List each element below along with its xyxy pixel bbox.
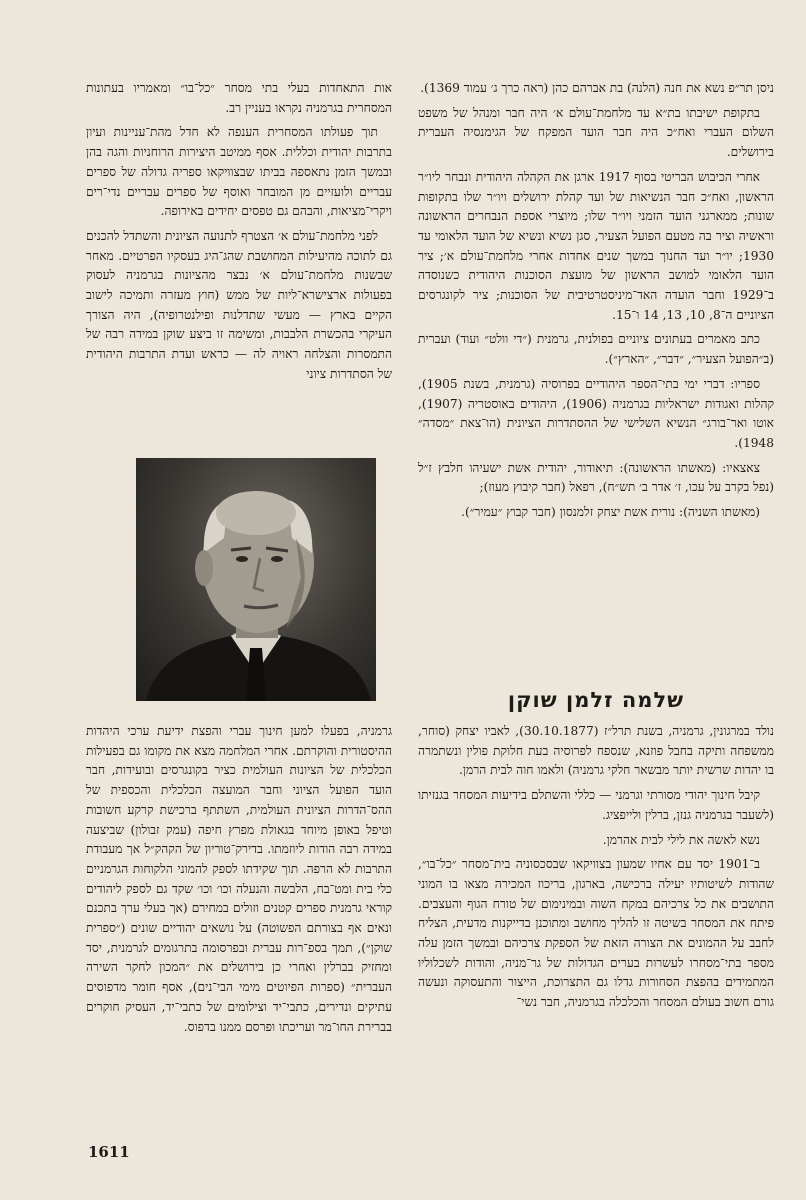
paragraph: נולד במרגונין, גרמניה, בשנת תרל״ז (30.10.1877), לאביו יצחק (סוחר, ממשפחה ותיקה בחבל פוזנא, שנספח לפרוסיה בעת חלוקת פולין ונשתמרה בו יהדות שרשית יותר מבשאר חלקי גרמניה) ולאמו חוה לבית הרמן. <box>418 724 774 778</box>
paragraph: ניסן תר״פ נשא את חנה (הלנה) בת אברהם כהן (ראה כרך ג׳ עמוד 1369). <box>420 81 774 95</box>
paragraph: נשא לאשה את לילי לבית אהרמן. <box>602 832 760 847</box>
paragraph: בתקופת ישיבתו בת״א עד מלחמת־עולם א׳ היה חבר ומנהל של משפט השלום העברי ואח״כ היה חבר הועד המפקח של הגימנסיה העברית בירושלים. <box>418 105 774 160</box>
portrait-photo <box>136 458 376 701</box>
portrait-illustration <box>136 458 376 701</box>
paragraph: ב־1901 יסד עם אחיו שמעון בצוויקאו שבסכסוניה בית־מסחר ״כל־בו״, שהודות לשיטותיו יעילה ברכישה, בארגון, בריכוז המכירה מצאו בו המוני התושבים את כל צרכיהם במקח השוה ובמינימום של טורח הגוף והעצבים. פיתח את המסחר בשיטה זו להליך מחושב ומתוכנן בדייקנות מדעית, הצליח לחבב על ההמונים את הצורה הזאת של הספקת צרכיהם ובמשך הזמן עלה מספר בתי־מסחרו לעשרות בערים הגדולות של גר־מניה, והודות לשכלוליו המתמידים בהפצת הסחורות גדלו גם התצרוכת, הייצור והתעסוקה ונעשה גורם חשוב בעולם המסחר והכלכלה בגרמניה, חבר נשי־ <box>418 857 774 1010</box>
paragraph: צאצאיו: (מאשתו הראשונה): תיאודור, יהודית אשת ישעיהו חלבץ ז״ל (נפל בקרב על עכו, ז׳ אדר ב׳ תש״ח), רפאל (חבר קיבוץ מעוז); <box>418 460 774 495</box>
paragraph: קיבל חינוך יהודי מסורתי וגרמני — כללי והשתלם בידיעות המסחר בגנזיתו (לשעבר בגרמניה גנזן, ברלין ולייפציג. <box>418 788 774 822</box>
paragraph: גרמניה, בפעלו למען חינוך עברי והפצת ידיעת ערכי היהדות ההיסטורית והוקרתם. אחרי המלחמה מצא את מקומו גם בפעילות הכלכלית של הציונות העולמית כציר בקונגרסים ובועידות, חבר הועד הפועל הציוני וחבר המועצה הכלכלית והכספית של ההס־הדרות הציונית העולמית, השתתף ברכישת קרקע חשובות וטיפל באופן מיוחד בגאולת מפרץ חיפה (עמק זבולון) שביצעה במידה רבה הודות ליוזמתו. בדירק־טוריון של הקהק״ל אך מעבודת התרבות לא הרפה. תוך שקידתו לספק להמוני הלקוחות הגרמניים כלי בית ומט־בח, הלבשה והנעלה וכו׳ וכו׳ שקד גם לספק ליהודים קוראי גרמנית ספרים קטנים וזולים במחירם (אך בעלי ערך בתכנם ונאים אף בצורתם הפשוטה) על נושאים יהודיים שונים (״ספרית שוקן״), תמך בספ־רות עברית ובפרסומה בתרגומים לגרמנית, יסד ומחזיק בברלין ואחרי כן בירושלים את ״המכון לחקר השירה העברית״ (ספרות הפיוטים מימי הבי־נים), אסף חומר מדפוסים עתיקים ונדירים, כתבי־יד וצילומים של כתבי־יד, העסיק חוקרים בברירת החו־מר ועריכתו ופרסם ממנו בדפוס. <box>86 724 392 1034</box>
left-column-top <box>86 79 392 390</box>
paragraph: אות התאחדות בעלי בתי מסחר ״כל־בו״ ומאמריו בעתונות המסחרית בגרמניה נקראו בעניין רב. <box>86 81 392 115</box>
article-title: שלמה זלמן שוקן <box>507 688 685 712</box>
paragraph: תוך פעולתו המסחרית הענפה לא חדל מהת־עניינות ועיון בתרבות יהודית וכללית. אסף ממיטב היצירות הרוחניות והגה בהן ובמשך הזמן נתאספה בביתו שבצוויקאו ספריה גדולה של ספרים עבריים ולועזיים מן המובחר ואוסף של ספרים עבריים נדי־רים ויקרי־מציאות, והבהם גם טפסים יחידים באירופה. <box>86 125 392 219</box>
left-column-bottom <box>86 722 392 1042</box>
right-column-top <box>418 79 774 528</box>
paragraph: כתב מאמרים בעתונים ציוניים בפולנית, גרמנית (״די וולט״ ועוד) ועברית (ב״הפועל הצעיר״, ״דבר״, ״הארץ״). <box>418 332 774 367</box>
paragraph: אחרי הכיבוש הבריטי בסוף 1917 ארגן את הקהלה היהודית ונבחר ליו״ר הראשון, ואח״כ חבר הנשיאות של ועד קהלת ירושלים ויו״ר שלו בתקופות שונות; ממארגני הועד הזמני ויו״ר שלו; מיוצרי אספת הנבחרים הראשונה וראשיה וציר בה מטעם הפועל הצעיר, סגן נשיא ונשיא של הועד הלאומי עד 1930; יו״ר ועד החנוך במשך שנים אחדות אחרי מלחמת־עולם א׳; ציר הועד הלאומי למושב הראשון של מועצת הסוכנות היהודית כשנוסדה ב־1929 וחבר הועדה האד־מיניסטרטיבית של הסוכנות; ציר לקונגרסים הציוניים ה־8, 10, 13, 14 ו־15. <box>418 169 774 322</box>
paragraph: ספריו: דברי ימי בתי־הספר היהודיים בפרוסיה (גרמנית, בשנת 1905), קהלות ואגודות ישראליות בגרמניה (1906), היהודים באוסטריה (1907), אוטו ואר־בורג״ הנשיא השלישי של ההסתדרות הציונית (הו־צאת ״מסדה״ 1948). <box>418 376 775 450</box>
paragraph: (מאשתו השניה): נורית אשת יצחק זלמנסון (חבר קבוץ ״עמיר״). <box>461 505 760 520</box>
page-number: 1611 <box>88 1143 130 1161</box>
paragraph: לפני מלחמת־עולם א׳ הצטרף לתנועה הציונית והשתדל להכנים גם לתוכה מהיעילות המחושבת שהג־היג בעסקיו הפרטיים. מאחר שבשנות מלחמת־עולם א׳ נבצר מהציונות בגרמניה לעסוק בפעולות ארצישרא־ליות של ממש (חוץ מעזרה ותמיכה לישוב הקיים בארץ — מעשי שתדלנות ופילנטרופיה), היה הצורך העיקרי בהכשרת הלבבות, ומשימה זו ביצע שוקן במידה רבה של התמסרות והצלחה ראויה לה — כראש ועדת התרבות היהודית של הסתדרות ציוני <box>86 228 392 381</box>
right-column-bottom <box>418 722 774 1018</box>
